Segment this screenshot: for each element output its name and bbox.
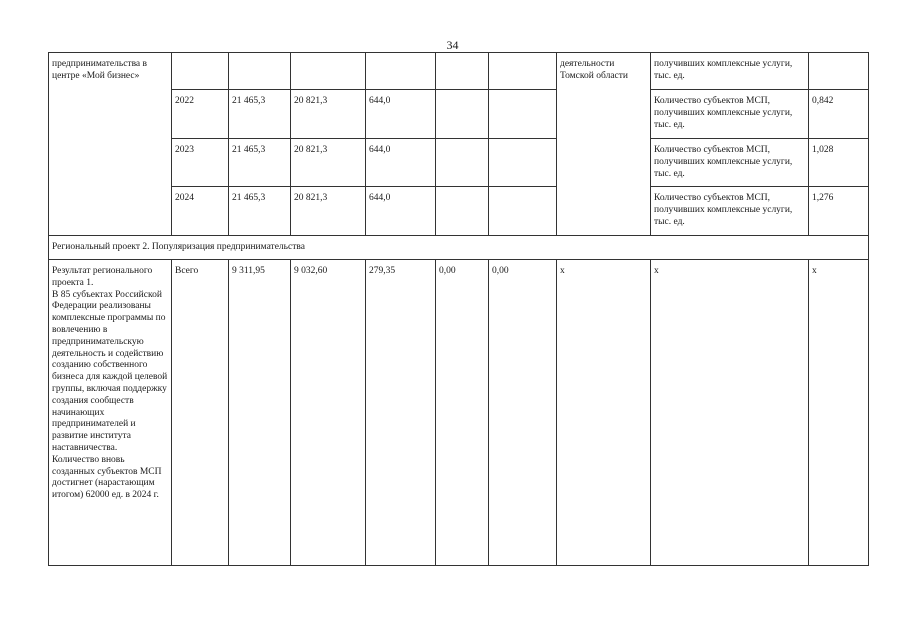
table-row <box>49 260 869 566</box>
indicator-value-cell: х <box>809 260 869 566</box>
budget-table <box>48 52 869 566</box>
year-cell: 2022 <box>172 90 229 139</box>
indicator-cell: получивших комплексные услуги, тыс. ед. <box>651 53 809 90</box>
responsible-cell: деятельности Томской области <box>557 53 651 236</box>
period-cell: Всего <box>172 260 229 566</box>
indicator-cell: Количество субъектов МСП, получивших комплексные услуги, тыс. ед. <box>651 187 809 236</box>
table-row <box>49 139 869 187</box>
table-row <box>49 53 869 90</box>
section-row <box>49 236 869 260</box>
result-name-cell: Результат регионального проекта 1. В 85 субъектах Российской Федерации реализованы комплексные программы по вовлечению в предпринимательскую деятельность и содействию созданию собственного бизнеса для каждой целевой группы, включая поддержку создания сообществ начинающих предпринимателей и развитие института наставничества. Количество вновь созданных субъектов МСП достигнет (нарастающим итогом) 62000 ед. в 2024 г. <box>49 260 172 566</box>
regional-cell: 644,0 <box>366 139 436 187</box>
federal-cell: 9 032,60 <box>291 260 366 566</box>
table-row <box>49 90 869 139</box>
indicator-cell: Количество субъектов МСП, получивших комплексные услуги, тыс. ед. <box>651 139 809 187</box>
federal-cell: 20 821,3 <box>291 187 366 236</box>
local-cell: 0,00 <box>436 260 489 566</box>
page-number: 34 <box>446 38 459 52</box>
table-row <box>49 187 869 236</box>
total-cell: 21 465,3 <box>229 187 291 236</box>
regional-cell: 279,35 <box>366 260 436 566</box>
indicator-cell: Количество субъектов МСП, получивших комплексные услуги, тыс. ед. <box>651 90 809 139</box>
year-cell: 2024 <box>172 187 229 236</box>
indicator-value-cell: 0,842 <box>809 90 869 139</box>
federal-cell: 20 821,3 <box>291 139 366 187</box>
regional-cell: 644,0 <box>366 187 436 236</box>
section-title: Региональный проект 2. Популяризация предпринимательства <box>49 236 869 260</box>
federal-cell: 20 821,3 <box>291 90 366 139</box>
event-name-cell: предпринимательства в центре «Мой бизнес» <box>49 53 172 236</box>
indicator-value-cell: 1,028 <box>809 139 869 187</box>
indicator-value-cell: 1,276 <box>809 187 869 236</box>
total-cell: 21 465,3 <box>229 90 291 139</box>
other-cell: 0,00 <box>489 260 557 566</box>
responsible-cell: х <box>557 260 651 566</box>
year-cell: 2023 <box>172 139 229 187</box>
total-cell: 9 311,95 <box>229 260 291 566</box>
regional-cell: 644,0 <box>366 90 436 139</box>
total-cell: 21 465,3 <box>229 139 291 187</box>
indicator-cell: х <box>651 260 809 566</box>
